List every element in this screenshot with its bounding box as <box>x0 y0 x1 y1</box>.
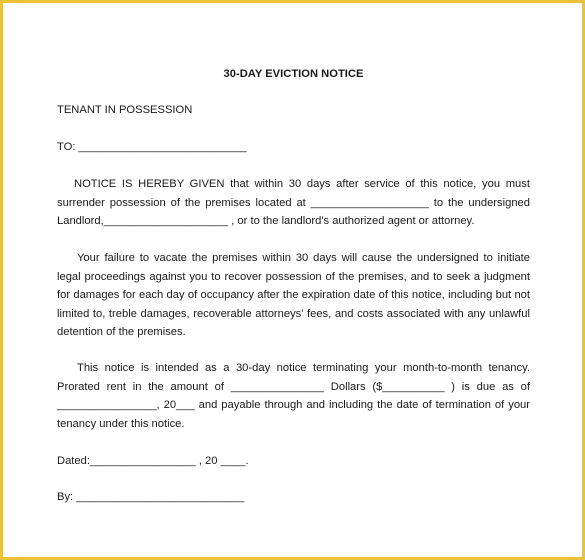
dated-line: Dated:_________________ , 20 ____. <box>57 455 249 467</box>
document-title: 30-DAY EVICTION NOTICE <box>223 68 364 80</box>
failure-paragraph-text: Your failure to vacate the premises within 30 days will cause the undersigned to initiate legal proceedings against you to recover possession of the premises, and to seek a judgment for damages for each day of occupancy after the expiration date of this notice, including but not limited to, treble damages, recoverable attorneys' fees, and costs associated with any unlawful detention of the premises. <box>57 252 530 338</box>
rent-paragraph <box>57 359 530 433</box>
to-line: TO: ___________________________ <box>57 141 247 153</box>
signature-line: By: ___________________________ <box>57 491 245 503</box>
failure-paragraph <box>57 249 530 342</box>
notice-paragraph <box>57 175 530 231</box>
rent-paragraph-text: This notice is intended as a 30-day notice terminating your month-to-month tenancy. Prorated rent in the amount of _______________ Dollars ($__________ ) is due as of ________________, 20___ and payable through and including the date of termination of your tenancy under this notice. <box>57 362 530 430</box>
tenant-line: TENANT IN POSSESSION <box>57 104 193 116</box>
notice-paragraph-text: NOTICE IS HEREBY GIVEN that within 30 days after service of this notice, you must surrender possession of the premises located at ___________________ to the undersigned Landlord,____________________ , or to the landlord's authorized agent or attorney. <box>57 178 530 227</box>
